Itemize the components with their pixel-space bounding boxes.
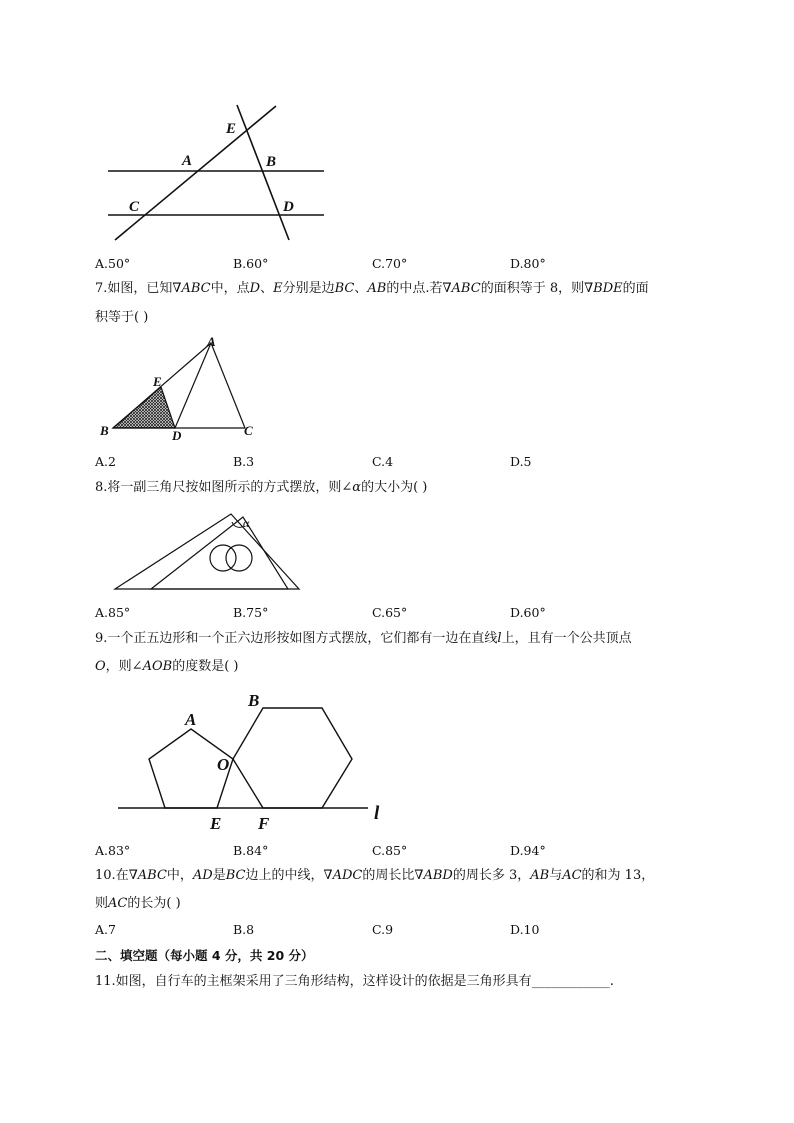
q10-question-line1: 10.在∇ABC中，AD是BC边上的中线，∇ADC的周长比∇ABD的周长多 3，AB与AC的和为 13，: [95, 868, 655, 883]
q7-label-d: D: [172, 428, 182, 443]
q9-label-f: F: [258, 814, 270, 833]
q7-label-c: C: [244, 423, 253, 438]
q7-label-e: E: [153, 374, 162, 389]
q7-option-b: B.3: [233, 454, 255, 469]
q10-option-d: D.10: [510, 922, 540, 937]
section-heading: 二、填空题（每小题 4 分，共 20 分）: [95, 948, 314, 963]
q6-label-a: A: [182, 153, 193, 169]
q7-option-c: C.4: [372, 454, 394, 469]
q9-option-a: A.83°: [95, 843, 131, 858]
q10-option-b: B.8: [233, 922, 255, 937]
q8-question: 8.将一副三角尺按如图所示的方式摆放，则∠α的大小为( ): [95, 480, 428, 495]
q6-label-b: B: [266, 154, 277, 170]
q9-figure: [110, 685, 400, 835]
q9-option-d: D.94°: [510, 843, 546, 858]
q9-label-a: A: [185, 710, 197, 729]
q6-label-e: E: [226, 121, 237, 137]
q9-question-line1: 9.一个正五边形和一个正六边形按如图方式摆放，它们都有一边在直线l上，且有一个公共顶点: [95, 631, 632, 646]
q6-option-c: C.70°: [372, 256, 408, 271]
q8-option-d: D.60°: [510, 605, 546, 620]
q8-figure: [110, 508, 310, 593]
q10-question-line2: 则AC的长为( ): [95, 896, 181, 911]
q8-option-b: B.75°: [233, 605, 269, 620]
q7-label-a: A: [207, 334, 216, 349]
q8-option-a: A.85°: [95, 605, 131, 620]
q7-figure: [95, 335, 270, 445]
q9-label-b: B: [248, 691, 260, 710]
q6-option-a: A.50°: [95, 256, 131, 271]
q8-option-c: C.65°: [372, 605, 408, 620]
q9-label-o: O: [217, 755, 230, 774]
q6-figure: [100, 100, 340, 250]
q11-answer-blank: ____________: [531, 974, 610, 989]
q10-option-a: A.7: [95, 922, 116, 937]
q9-option-c: C.85°: [372, 843, 408, 858]
q7-label-b: B: [100, 423, 109, 438]
q11-question: 11.如图，自行车的主框架采用了三角形结构，这样设计的依据是三角形具有____________.: [95, 974, 614, 989]
q7-option-a: A.2: [95, 454, 116, 469]
q7-option-d: D.5: [510, 454, 532, 469]
q6-label-d: D: [283, 199, 294, 215]
q7-question-line2: 积等于( ): [95, 310, 149, 325]
q9-question-line2: O，则∠AOB的度数是( ): [95, 659, 239, 674]
q8-label-alpha: α: [243, 516, 250, 530]
q10-option-c: C.9: [372, 922, 394, 937]
q6-label-c: C: [129, 199, 140, 215]
q9-label-l: l: [374, 803, 380, 824]
q7-question-line1: 7.如图，已知∇ABC中，点D、E分别是边BC、AB的中点.若∇ABC的面积等于 8，则∇BDE的面: [95, 281, 649, 296]
q6-option-d: D.80°: [510, 256, 546, 271]
q6-option-b: B.60°: [233, 256, 269, 271]
q9-label-e: E: [210, 814, 222, 833]
q9-option-b: B.84°: [233, 843, 269, 858]
